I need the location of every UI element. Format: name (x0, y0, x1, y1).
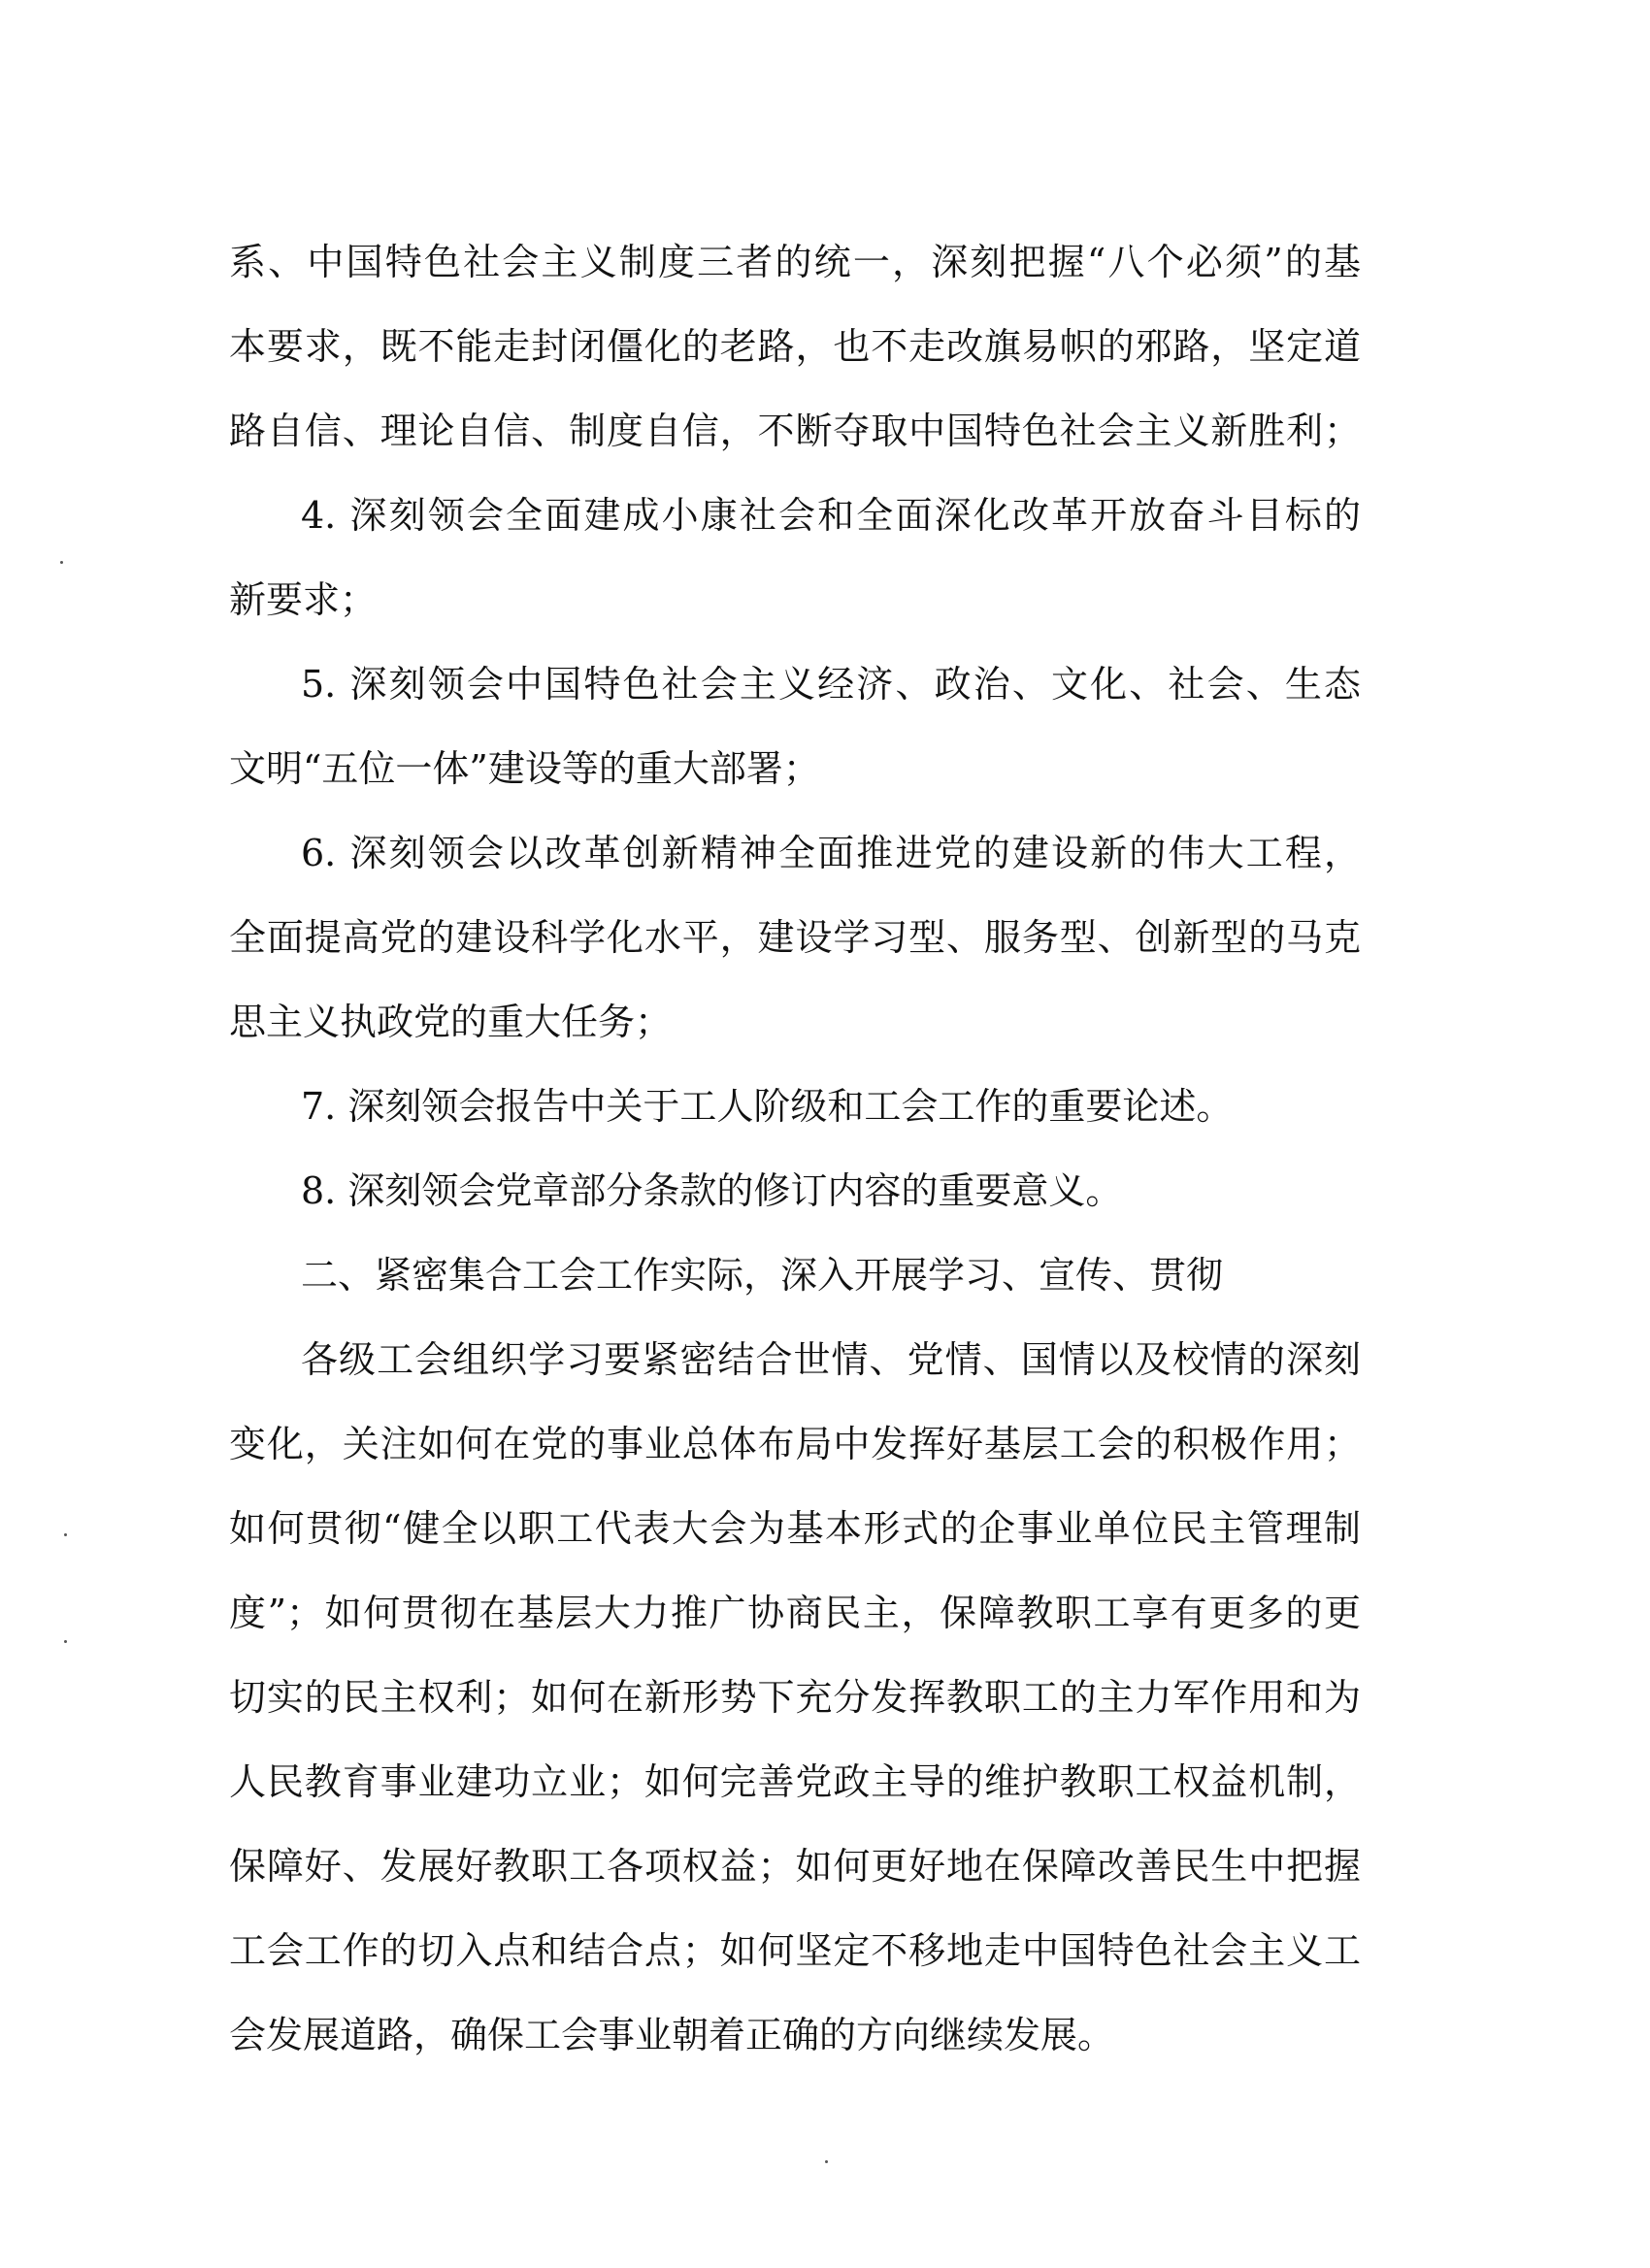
text-line: 思主义执政党的重大任务； (229, 1001, 673, 1043)
list-item-8: 8. 深刻领会党章部分条款的修订内容的重要意义。 (301, 1169, 1123, 1212)
scan-speck (60, 561, 63, 564)
paragraph-line: 变化，关注如何在党的事业总体布局中发挥好基层工会的积极作用； (229, 1423, 1361, 1465)
text-line: 本要求，既不能走封闭僵化的老路，也不走改旗易帜的邪路，坚定道 (229, 325, 1361, 368)
text-line: 系、中国特色社会主义制度三者的统一，深刻把握“八个必须”的基 (229, 241, 1361, 283)
scan-speck (64, 1533, 67, 1536)
list-item-6: 6. 深刻领会以改革创新精神全面推进党的建设新的伟大工程， (301, 832, 1361, 874)
text-line: 文明“五位一体”建设等的重大部署； (229, 747, 820, 790)
text-line: 全面提高党的建设科学化水平，建设学习型、服务型、创新型的马克 (229, 916, 1361, 959)
text-line: 路自信、理论自信、制度自信，不断夺取中国特色社会主义新胜利； (229, 410, 1361, 452)
scan-speck (825, 2160, 828, 2163)
paragraph-line: 如何贯彻“健全以职工代表大会为基本形式的企事业单位民主管理制 (229, 1507, 1361, 1550)
list-item-5: 5. 深刻领会中国特色社会主义经济、政治、文化、社会、生态 (301, 663, 1361, 706)
paragraph-line: 人民教育事业建功立业；如何完善党政主导的维护教职工权益机制， (229, 1760, 1361, 1803)
list-item-7: 7. 深刻领会报告中关于工人阶级和工会工作的重要论述。 (301, 1085, 1234, 1128)
section-heading: 二、紧密集合工会工作实际，深入开展学习、宣传、贯彻 (301, 1254, 1224, 1297)
paragraph-line: 工会工作的切入点和结合点；如何坚定不移地走中国特色社会主义工 (229, 1929, 1361, 1972)
list-item-4: 4. 深刻领会全面建成小康社会和全面深化改革开放奋斗目标的 (301, 494, 1361, 537)
paragraph-line: 会发展道路，确保工会事业朝着正确的方向继续发展。 (229, 2014, 1115, 2056)
text-line: 新要求； (229, 578, 378, 621)
paragraph-line: 切实的民主权利；如何在新形势下充分发挥教职工的主力军作用和为 (229, 1676, 1361, 1719)
paragraph-line: 保障好、发展好教职工各项权益；如何更好地在保障改善民生中把握 (229, 1845, 1361, 1888)
scan-speck (64, 1640, 67, 1643)
paragraph-line: 度”；如何贯彻在基层大力推广协商民主，保障教职工享有更多的更 (229, 1592, 1361, 1634)
paragraph-line: 各级工会组织学习要紧密结合世情、党情、国情以及校情的深刻 (301, 1338, 1361, 1381)
